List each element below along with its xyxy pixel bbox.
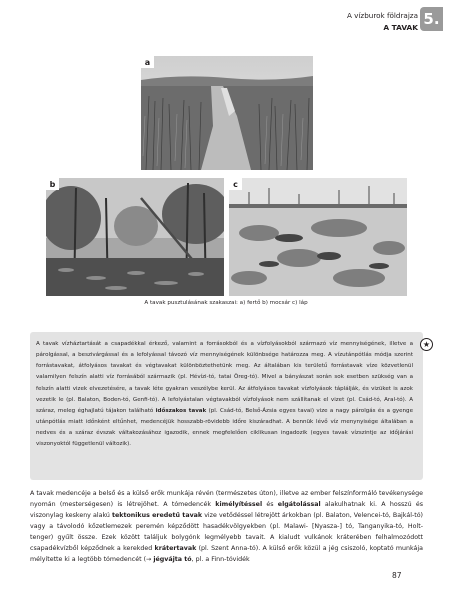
main-text-2: és: [262, 501, 278, 508]
info-box: [30, 332, 423, 480]
term-glacial-lake: jégvájta tó: [153, 556, 192, 563]
page-number: 87: [392, 571, 402, 580]
term-periodic-lakes: időszakos tavak: [155, 407, 207, 414]
main-text-1: A tavak medencéje a belső és a külső erők munkája révén (természetes úton), illetve az ember felszínformáló tevékenysége nyomán (mesterségesen) is létrejöhet. A tómedencék: [30, 490, 423, 508]
figure-caption: A tavak pusztulásának szakaszai: a) fertő b) mocsár c) láp: [144, 300, 308, 306]
term-deepening: kimélyítéssel: [215, 501, 263, 508]
photo-label-b: b: [46, 178, 59, 190]
term-crater-lakes: krátertavak: [154, 545, 197, 552]
photo-label-a: a: [141, 56, 154, 68]
photo-swamp: [46, 178, 224, 296]
main-text-4: vize vetődéssel létrejött árkokban (pl. Balaton, Velencei-tó, Bajkál-tó) vagy a távolodó kőzetlemezek peremén képződött hasadékvölgyekben (pl. Malawi- [Nyasza-] tó, Tanganyika-tó, Holt-tenger) gyűlt össze. Ezek között találjuk bolygónk legmélyebb tavait. A kialudt vulkánok kráterében felhalmozódott csapadékvízből képződnek a kerekded: [30, 512, 424, 552]
photo-bog: [229, 178, 407, 296]
info-text-2: (pl. Csád-tó, Belső-Ázsia egyes tavai) vize a nagy párolgás és a gyenge utánpótlás miatt időnként eltűnhet, medencéjük hosszabb-rövidebb időre kiszáradhat. A bennük lévő víz menynyisége általában a nedves és a száraz évszak váltakozásához igazodik, ennek megfelelően ciklikusan ingadozik (egyes tavak vízszintje az időjárási viszonyoktól függetlenül változik).: [36, 407, 413, 448]
photo-fen: [141, 56, 313, 170]
header-subject: A vízburok földrajza: [346, 11, 418, 20]
photo-label-c: c: [229, 178, 242, 190]
chapter-badge: 5.: [420, 7, 443, 31]
photo-bog-image: [229, 178, 407, 296]
running-header: [347, 10, 418, 34]
star-icon: ★: [420, 338, 433, 351]
header-topic: A TAVAK: [383, 23, 418, 32]
photo-fen-image: [141, 56, 313, 170]
main-paragraph: [30, 488, 423, 565]
info-box-text: [36, 339, 413, 451]
main-text-3: alakulhatnak ki. A hosszú és viszonylag keskeny alakú: [30, 501, 423, 519]
term-tectonic-lakes: tektonikus eredetű tavak: [111, 512, 203, 519]
main-text-5: (pl. Szent Anna-tó). A külső erők közül a jég csiszoló, koptató munkája mélyítette ki a legtöbb tómedencét (→: [30, 545, 423, 563]
info-text-1: A tavak vízháztartását a csapadékkal érkező, valamint a forrásokból és a vízfolyásokból származó víz mennyiségének, illetve a párolgással, a beszivárgással és a lefolyással távozó víz mennyiségének különbsége határozza meg. A vízutánpótlás módja szerint forrástavakat, átfolyásos tavakat és végtavakat különböztethetünk meg. Az általában kis területű forrástavak víze közvetlenül valamilyen felszín alatti víz forrásából származik (pl. Hévízi-tó, tatai Öreg-tó). Mivel a bányászat során sok esetben szükség van a felszín alatti vizek elvezetésére, a tavak léte gyakran veszélybe kerül. Az átfolyásos tavakat vízfolyások táplálják, és vizüket is azok vezetik le (pl. Balaton, Boden-tó, Genfi-tó). A lefolyástalan végtavakból vízfolyások nem szállítanak el vizet (pl. Csád-tó, Aral-tó). A száraz, meleg éghajlatú tájakon található: [36, 341, 413, 414]
term-damming: elgátolással: [277, 501, 321, 508]
main-text-6: , pl. a Finn-tóvidék: [191, 556, 250, 563]
photo-swamp-image: [46, 178, 224, 296]
